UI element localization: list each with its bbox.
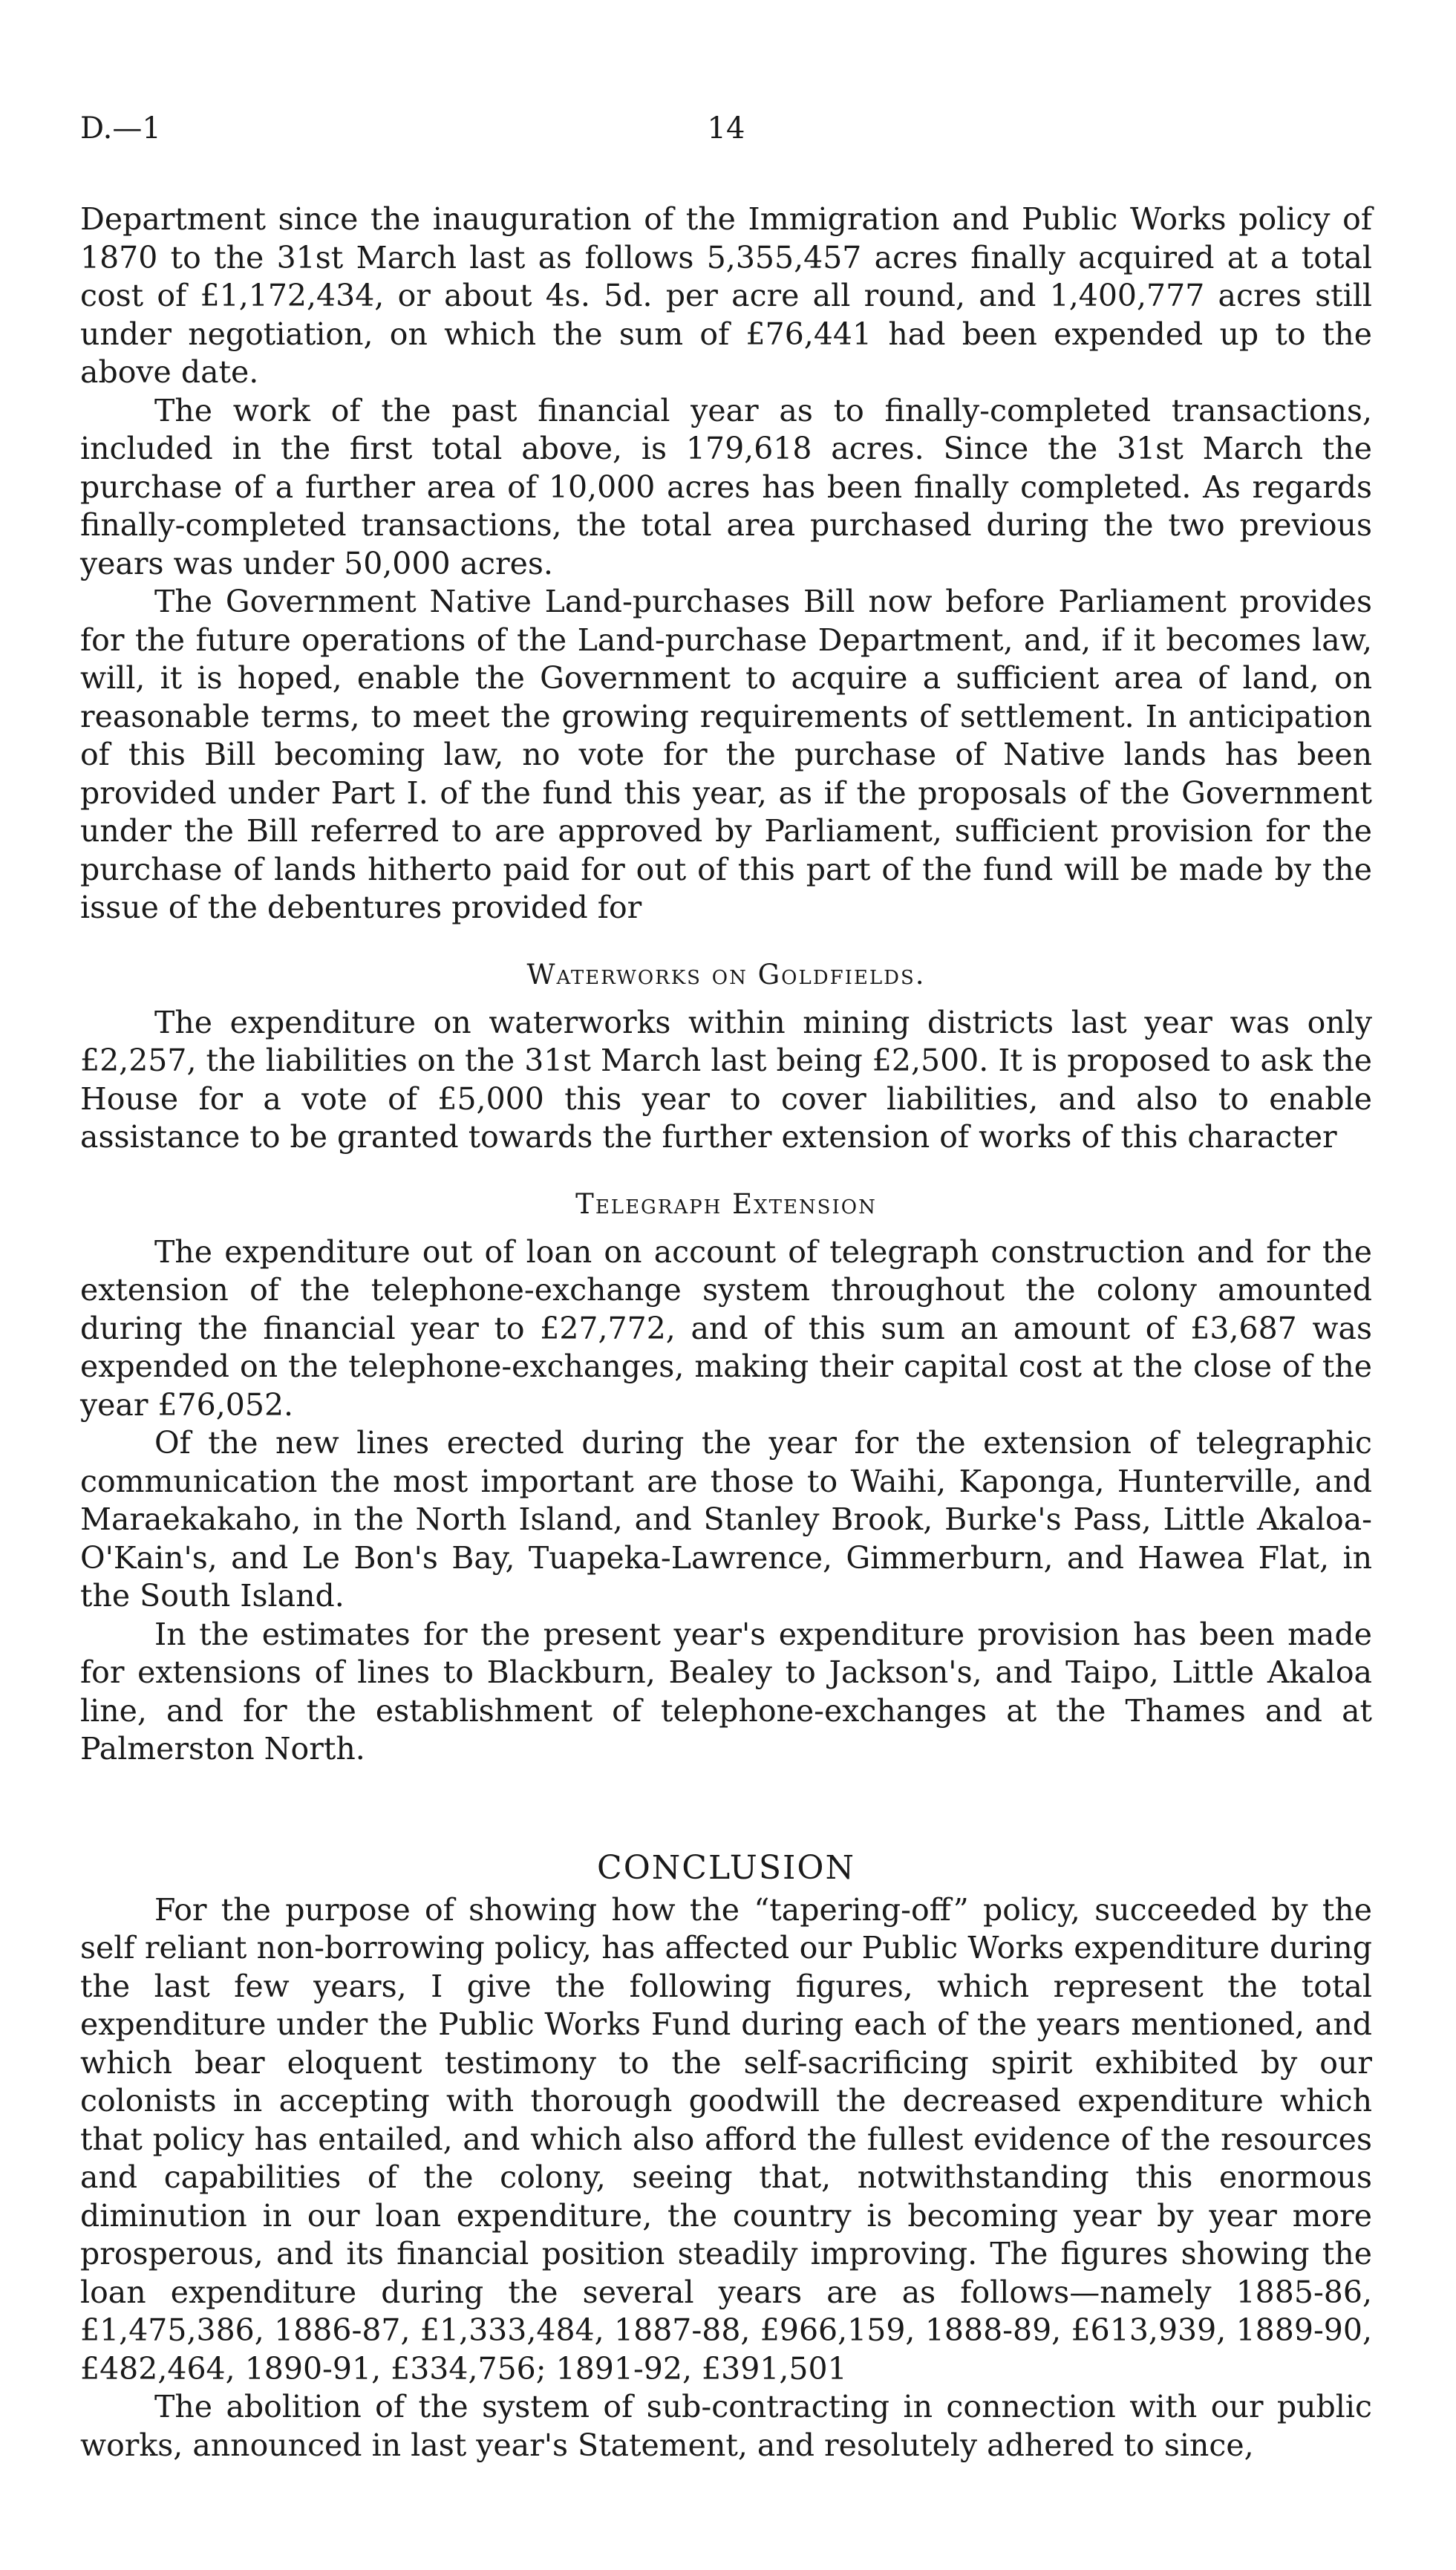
paragraph-waterworks: The expenditure on waterworks within mining districts last year was only £2,257, the liabilities on the 31st March last being £2,500. It is proposed to ask the House for a vote of £5,000 this year to cover liabilities, and also to enable assistance to be granted towards the further extension of works of this character	[80, 1004, 1372, 1155]
paragraph-telegraph-expenditure: The expenditure out of loan on account of telegraph construction and for the extension of the telephone-exchange system throughout the colony amounted during the financial year to £27,772, and of this sum an amount of £3,687 was expended on the telephone-exchanges, making their capital cost at the close of the year £76,052.	[80, 1233, 1372, 1423]
paragraph-land-purchases-bill: The Government Native Land-purchases Bill now before Parliament provides for the future operations of the Land-purchase Department, and, if it becomes law, will, it is hoped, enable the Government to acquire a sufficient area of land, on reasonable terms, to meet the growing requirements of settlement. In anticipation of this Bill becoming law, no vote for the purchase of Native lands has been provided under Part I. of the fund this year, as if the proposals of the Government under the Bill referred to are approved by Parliament, sufficient provision for the purchase of lands hitherto paid for out of this part of the fund will be made by the issue of the debentures provided for	[80, 584, 1372, 925]
paragraph-estimates: In the estimates for the present year's expenditure provision has been made for extensions of lines to Blackburn, Bealey to Jackson's, and Taipo, Little Akaloa line, and for the establishment of telephone-exchanges at the Thames and at Palmerston North.	[80, 1616, 1372, 1767]
heading-conclusion: CONCLUSION	[597, 1848, 855, 1887]
paragraph-land-acquisition: Department since the inauguration of the Immigration and Public Works policy of 1870 to the 31st March last as follows 5,355,457 acres finally acquired at a total cost of £1,172,434, or about 4s. 5d. per acre all round, and 1,400,777 acres still under negotiation, on which the sum of £76,441 had been expended up to the above date.	[80, 201, 1372, 390]
document-page	[80, 111, 1372, 2465]
body-text	[80, 200, 1372, 2465]
heading-telegraph: Telegraph Extension	[575, 1187, 877, 1220]
paragraph-new-lines: Of the new lines erected during the year for the extension of telegraphic communication the most important are those to Waihi, Kaponga, Hunterville, and Maraekakaho, in the North Island, and Stanley Brook, Burke's Pass, Little Akaloa-O'Kain's, and Le Bon's Bay, Tuapeka-Lawrence, Gimmerburn, and Hawea Flat, in the South Island.	[80, 1425, 1372, 1614]
page-number: 14	[707, 111, 745, 146]
page-reference: D.—1	[80, 111, 161, 146]
page-header	[80, 111, 1372, 171]
paragraph-sub-contracting: The abolition of the system of sub-contracting in connection with our public works, announced in last year's Statement, and resolutely adhered to since,	[80, 2389, 1372, 2463]
paragraph-conclusion-figures: For the purpose of showing how the “tapering-off” policy, succeeded by the self reliant non-borrowing policy, has affected our Public Works expenditure during the last few years, I give the following figures, which represent the total expenditure under the Public Works Fund during each of the years mentioned, and which bear eloquent testimony to the self-sacrificing spirit exhibited by our colonists in accepting with thorough goodwill the decreased expenditure which that policy has entailed, and which also afford the fullest evidence of the resources and capabilities of the colony, seeing that, notwithstanding this enormous diminution in our loan expenditure, the country is becoming year by year more prosperous, and its financial position steadily improving. The figures showing the loan expenditure during the several years are as follows—namely 1885-86, £1,475,386, 1886-87, £1,333,484, 1887-88, £966,159, 1888-89, £613,939, 1889-90, £482,464, 1890-91, £334,756; 1891-92, £391,501	[80, 1891, 1372, 2387]
heading-waterworks: Waterworks on Goldfields.	[526, 958, 926, 991]
paragraph-past-financial-year: The work of the past financial year as to finally-completed transactions, included in the first total above, is 179,618 acres. Since the 31st March the purchase of a further area of 10,000 acres has been finally completed. As regards finally-completed transactions, the total area purchased during the two previous years was under 50,000 acres.	[80, 392, 1372, 581]
